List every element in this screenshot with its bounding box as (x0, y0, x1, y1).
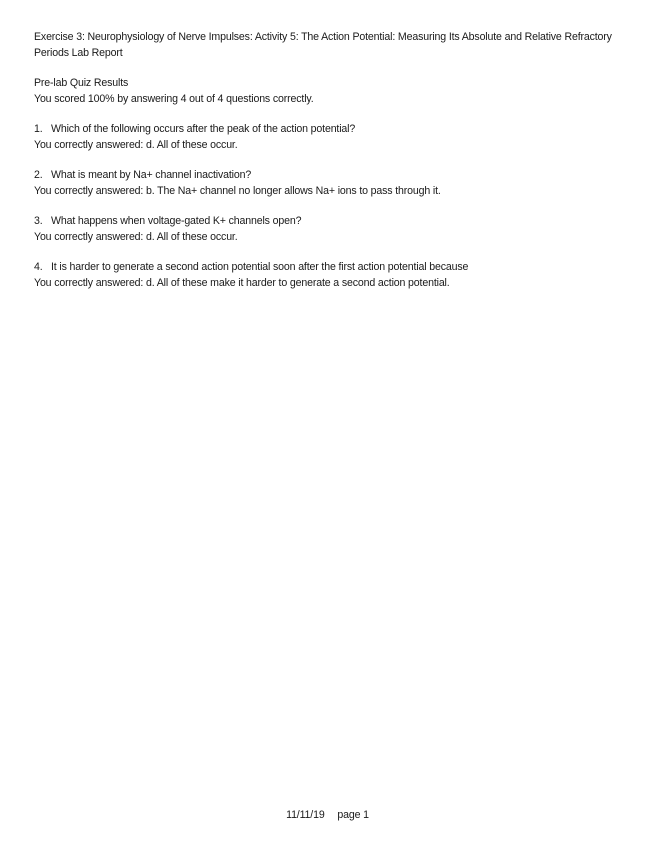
question-text: It is harder to generate a second action potential soon after the first action potential because (51, 261, 469, 273)
footer-page-number: page 1 (337, 809, 369, 821)
question-prompt (34, 122, 624, 138)
report-page (34, 30, 624, 291)
report-title: Exercise 3: Neurophysiology of Nerve Impulses: Activity 5: The Action Potential: Measuring Its Absolute and Relative Refractory Periods Lab Report (34, 31, 612, 59)
question-answer: You correctly answered: d. All of these occur. (34, 230, 238, 243)
footer-date: 11/11/19 (286, 809, 325, 821)
question-text: Which of the following occurs after the peak of the action potential? (51, 123, 356, 135)
question-answer: You correctly answered: d. All of these occur. (34, 138, 238, 151)
question-answer: You correctly answered: b. The Na+ channel no longer allows Na+ ions to pass through it. (34, 184, 441, 197)
quiz-question-3 (34, 214, 624, 245)
question-prompt (34, 260, 624, 276)
question-number: 3. (34, 215, 43, 227)
question-prompt (34, 168, 624, 184)
quiz-heading: Pre-lab Quiz Results (34, 77, 129, 89)
page-footer (0, 808, 655, 823)
question-number: 1. (34, 123, 43, 135)
question-answer: You correctly answered: d. All of these make it harder to generate a second action potential. (34, 276, 450, 289)
question-text: What happens when voltage-gated K+ channels open? (51, 215, 302, 227)
question-text: What is meant by Na+ channel inactivation? (51, 169, 252, 181)
quiz-question-1 (34, 122, 624, 153)
quiz-score: You scored 100% by answering 4 out of 4 questions correctly. (34, 92, 314, 105)
question-prompt (34, 214, 624, 230)
quiz-question-4 (34, 260, 624, 291)
question-number: 2. (34, 169, 43, 181)
prelab-quiz-results (34, 76, 624, 107)
question-number: 4. (34, 261, 43, 273)
quiz-question-2 (34, 168, 624, 199)
